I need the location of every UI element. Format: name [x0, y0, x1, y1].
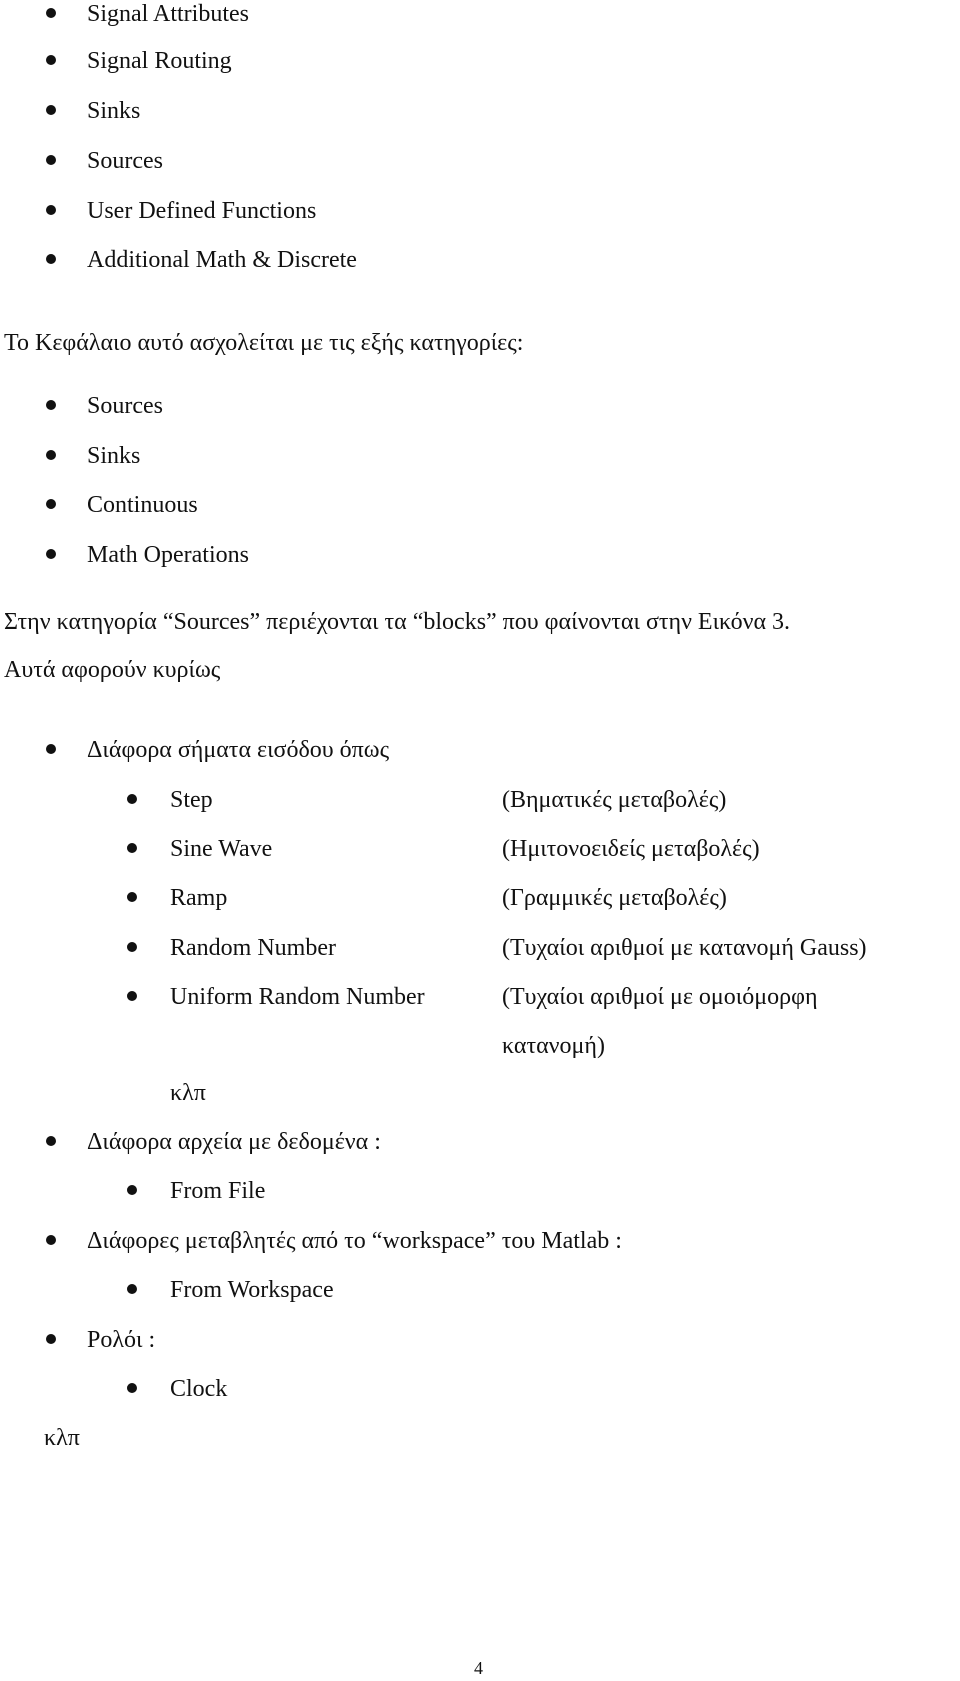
bullet-icon [127, 991, 137, 1001]
bullet-icon [46, 8, 56, 18]
bullet-icon [46, 1235, 56, 1245]
page-number: 4 [474, 1658, 483, 1678]
bullet-icon [127, 794, 137, 804]
intro-paragraph: Το Κεφάλαιο αυτό ασχολείται με τις εξής κατηγορίες: [4, 330, 524, 356]
bullet-icon [46, 1334, 56, 1344]
bullet-icon [46, 1136, 56, 1146]
bullet-icon [127, 1284, 137, 1294]
bullet-icon [46, 549, 56, 559]
final-etc: κλπ [44, 1425, 80, 1451]
bullet-icon [127, 1383, 137, 1393]
document-page: Signal Attributes Signal Routing Sinks Sources User Defined Functions Additional Math & Discrete Το Κεφάλαιο αυτό ασχολείται με τις εξής κατηγορίες: Sources Sinks Continuous Math Operations Στην κατηγορία “Sources” περιέχονται τα “blocks” που φαίνονται στην Εικόνα 3. Αυτά αφορούν κυρίως Διάφορα σήματα εισόδου όπως Step (Βηματικές μεταβολές) Sine Wave (Ημιτονοειδείς μεταβολές) Ramp (Γραμμικές μεταβολές) Random Number (Τυχαίοι αριθμοί με κατανομή Gauss) Uniform Random Number (Τυχαίοι αριθμοί με ομοιόμορφη κατανομή) κλπ Διάφορα αρχεία με δεδομένα : From File Διάφορες μεταβλητές από το “workspace” του Matlab : From Workspace Ρολόι : Clock κλπ 4 [4, 1, 867, 1678]
paragraph-line: Στην κατηγορία “Sources” περιέχονται τα “blocks” που φαίνονται στην Εικόνα 3. [4, 609, 791, 635]
bullet-icon [46, 205, 56, 215]
bullet-icon [127, 1185, 137, 1195]
bullet-icon [46, 450, 56, 460]
bullet-icon [46, 400, 56, 410]
bullet-icon [46, 499, 56, 509]
paragraph-line: Αυτά αφορούν κυρίως [4, 657, 221, 683]
bullet-icon [127, 892, 137, 902]
bullet-icon [46, 744, 56, 754]
bullet-icon [127, 942, 137, 952]
bullet-icon [127, 843, 137, 853]
signals-etc: κλπ [170, 1080, 206, 1106]
bullet-icon [46, 105, 56, 115]
bullet-icon [46, 155, 56, 165]
bullet-icon [46, 55, 56, 65]
bullet-icon [46, 254, 56, 264]
signal-desc-continuation: κατανομή) [502, 1033, 605, 1059]
